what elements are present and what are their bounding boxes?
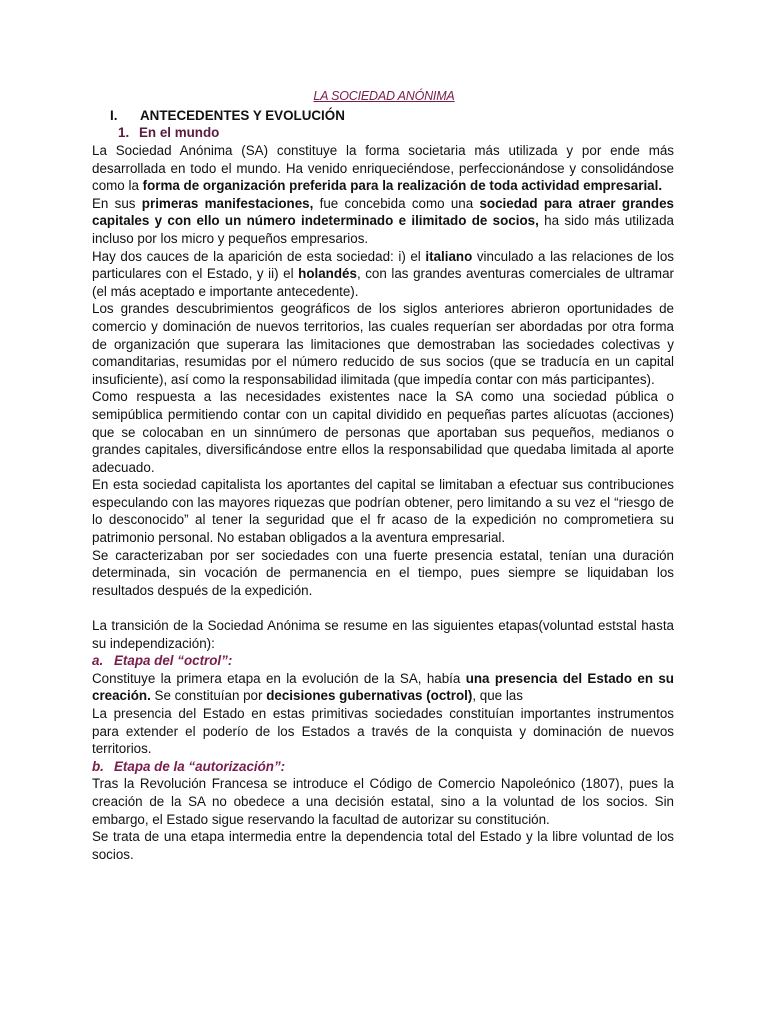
bold-text: italiano bbox=[425, 248, 473, 264]
text-run: , con las grandes aventuras comerciales de ultramar (el más aceptado e importante antecedente). bbox=[92, 266, 674, 299]
paragraph bbox=[92, 476, 674, 546]
bold-text: una presencia del Estado en su creación. bbox=[92, 670, 674, 704]
section-label: ANTECEDENTES Y EVOLUCIÓN bbox=[140, 108, 345, 123]
text-run: Tras la Revolución Francesa se introduce el Código de Comercio Napoleónico (1807), pues la creación de la SA no obedece a una decisión estatal, sino a la voluntad de los socios. Sin embargo, el Estado sigue reservando la facultad de autorizar su constitución. bbox=[92, 776, 674, 827]
text-run: vinculado a las relaciones de los particulares con el Estado, y ii) el bbox=[92, 248, 675, 282]
text-run: En esta sociedad capitalista los aportantes del capital se limitaban a efectuar sus contribuciones especulando con las mayores riquezas que podrían obtener, pero limitando a su vez el “riesgo de lo desconocido” al tener la seguridad que el fr acaso de la expedición no comprometiera su patrimonio personal. No estaban obligados a la aventura empresarial. bbox=[92, 477, 674, 546]
bold-text: holandés bbox=[298, 266, 357, 282]
text-run: Se trata de una etapa intermedia entre la dependencia total del Estado y la libre voluntad de los socios. bbox=[92, 829, 674, 862]
document-title: LA SOCIEDAD ANÓNIMA bbox=[313, 89, 455, 103]
bold-text: primeras manifestaciones, bbox=[141, 195, 314, 211]
subsection-number: 1. bbox=[118, 125, 130, 140]
stage-paragraph bbox=[92, 670, 674, 705]
subsection-heading bbox=[118, 124, 219, 141]
text-run: Los grandes descubrimientos geográficos de los siglos anteriores abrieron oportunidades de comercio y dominación de nuevos territorios, las cuales requerían ser abordadas por otra forma de organización que superara las limitaciones que demostraban las sociedades colectivas y comanditarias, resumidas por el número reducido de sus socios (que se traducía en un capital insuficiente), así como la responsabilidad ilimitada (que impedía contar con más participantes). bbox=[92, 301, 674, 387]
subsection-label: En el mundo bbox=[139, 125, 220, 140]
text-run: Hay dos cauces de la aparición de esta sociedad: i) el bbox=[92, 248, 426, 264]
stage-heading bbox=[92, 652, 674, 670]
paragraph bbox=[92, 248, 674, 301]
text-run: , que las bbox=[472, 688, 523, 704]
stage-paragraph bbox=[92, 828, 674, 863]
stage-paragraph bbox=[92, 775, 674, 828]
text-run: Constituye la primera etapa en la evolución de la SA, había bbox=[92, 670, 466, 686]
text-run: La Sociedad Anónima (SA) constituye la forma societaria más utilizada y por ende más desarrollada en todo el mundo. Ha venido enriqueciéndose, perfeccionándose y consolidándose como la bbox=[92, 143, 674, 194]
section-number: I. bbox=[110, 108, 118, 123]
stage-label: Etapa del “octrol”: bbox=[114, 653, 233, 669]
bold-text: forma de organización preferida para la realización de toda actividad empresarial. bbox=[142, 178, 663, 194]
stage-number: a. bbox=[92, 653, 104, 669]
text-run: La presencia del Estado en estas primitivas sociedades constituían importantes instrumentos para extender el poderío de los Estados a través de la conquista y dominación de nuevos territorios. bbox=[92, 706, 674, 757]
blank-line bbox=[92, 599, 674, 617]
paragraph bbox=[92, 300, 674, 388]
paragraph bbox=[92, 142, 674, 195]
stage-heading bbox=[92, 758, 674, 776]
text-run: fue concebida como una bbox=[313, 195, 480, 211]
text-run: ha sido más utilizada incluso por los micro y pequeños empresarios. bbox=[92, 213, 674, 246]
section-heading bbox=[110, 107, 345, 124]
stage-number: b. bbox=[92, 758, 104, 774]
text-run: Se constituían por bbox=[150, 688, 267, 704]
stage-paragraph bbox=[92, 705, 674, 758]
bold-text: decisiones gubernativas (octrol) bbox=[266, 688, 473, 704]
document-body bbox=[92, 142, 674, 863]
transition-paragraph: La transición de la Sociedad Anónima se resume en las siguientes etapas(voluntad eststal hasta su independización): bbox=[92, 618, 674, 651]
paragraph bbox=[92, 388, 674, 476]
bold-text: sociedad para atraer grandes capitales y con ello un número indeterminado e ilimitado de socios, bbox=[92, 195, 674, 229]
paragraph bbox=[92, 195, 674, 248]
stage-label: Etapa de la “autorización”: bbox=[114, 758, 286, 774]
text-run: En sus bbox=[92, 195, 142, 211]
paragraph bbox=[92, 547, 674, 600]
text-run: Como respuesta a las necesidades existentes nace la SA como una sociedad pública o semipública permitiendo contar con un capital dividido en pequeñas partes alícuotas (acciones) que se colocaban en un sinnúmero de personas que aportaban sus pequeños, medianos o grandes capitales, diversificándose entre ellos la responsabilidad que quedaba limitada al aporte adecuado. bbox=[92, 389, 674, 475]
text-run: Se caracterizaban por ser sociedades con una fuerte presencia estatal, tenían una duración determinada, sin vocación de permanencia en el tiempo, pues siempre se liquidaban los resultados después de la expedición. bbox=[92, 547, 674, 598]
